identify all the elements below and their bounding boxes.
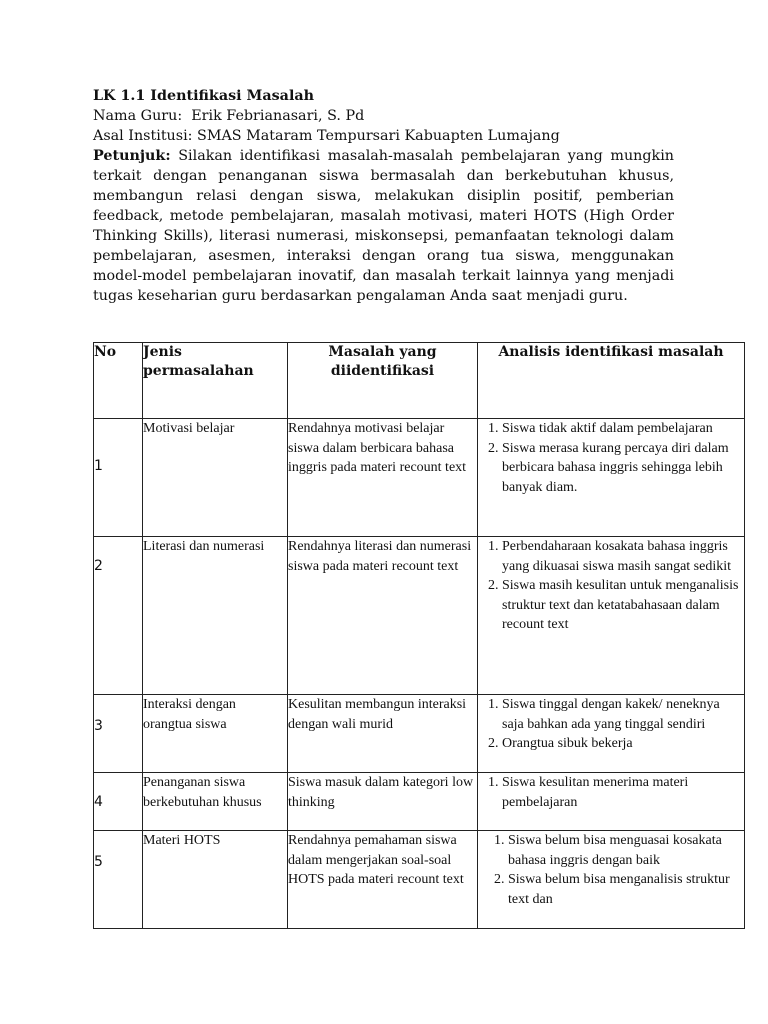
row-jenis: Literasi dan numerasi xyxy=(143,537,288,695)
analysis-list xyxy=(478,537,744,635)
table-row xyxy=(94,831,745,929)
table-row xyxy=(94,537,745,695)
row-masalah: Kesulitan membangun interaksi dengan wali murid xyxy=(288,695,478,773)
row-analisis xyxy=(478,419,745,537)
row-analisis xyxy=(478,537,745,695)
row-number: 4 xyxy=(94,773,143,831)
row-masalah: Rendahnya pemahaman siswa dalam mengerjakan soal-soal HOTS pada materi recount text xyxy=(288,831,478,929)
row-analisis xyxy=(478,831,745,929)
teacher-name: Erik Febrianasari, S. Pd xyxy=(191,108,365,124)
page-title: LK 1.1 Identifikasi Masalah xyxy=(93,88,315,104)
analysis-list xyxy=(478,419,744,497)
instruction-label: Petunjuk: xyxy=(93,148,171,164)
worksheet-header xyxy=(93,86,674,306)
teacher-line xyxy=(93,106,674,126)
row-masalah: Siswa masuk dalam kategori low thinking xyxy=(288,773,478,831)
analysis-list xyxy=(478,695,744,754)
analysis-item: 2. Siswa belum bisa menganalisis struktur text dan xyxy=(508,870,744,909)
institution-line xyxy=(93,126,674,146)
row-masalah: Rendahnya motivasi belajar siswa dalam berbicara bahasa inggris pada materi recount text xyxy=(288,419,478,537)
institution-name: SMAS Mataram Tempursari Kabuapten Lumajang xyxy=(197,128,560,144)
row-jenis: Interaksi dengan orangtua siswa xyxy=(143,695,288,773)
analysis-item: 1. Siswa kesulitan menerima materi pembelajaran xyxy=(502,773,744,812)
column-header-no: No xyxy=(94,343,143,419)
column-header-analisis: Analisis identifikasi masalah xyxy=(478,343,745,419)
analysis-item: 1. Siswa belum bisa menguasai kosakata bahasa inggris dengan baik xyxy=(508,831,744,870)
row-number: 1 xyxy=(94,419,143,537)
row-masalah: Rendahnya literasi dan numerasi siswa pada materi recount text xyxy=(288,537,478,695)
analysis-item: 2. Siswa merasa kurang percaya diri dalam berbicara bahasa inggris sehingga lebih banyak diam. xyxy=(502,439,744,498)
instruction-text: Silakan identifikasi masalah-masalah pembelajaran yang mungkin terkait dengan penanganan siswa bermasalah dan berkebutuhan khusus, membangun relasi dengan siswa, melakukan disiplin positif, pemberian feedback, metode pembelajaran, masalah motivasi, materi HOTS (High Order Thinking Skills), literasi numerasi, miskonsepsi, pemanfaatan teknologi dalam pembelajaran, asesmen, interaksi dengan orang tua siswa, menggunakan model-model pembelajaran inovatif, dan masalah terkait lainnya yang menjadi tugas keseharian guru berdasarkan pengalaman Anda saat menjadi guru. xyxy=(93,148,674,304)
row-analisis xyxy=(478,695,745,773)
analysis-item: 2. Orangtua sibuk bekerja xyxy=(502,734,744,754)
table-header-row xyxy=(94,343,745,419)
row-analisis xyxy=(478,773,745,831)
row-jenis: Motivasi belajar xyxy=(143,419,288,537)
teacher-label: Nama Guru: xyxy=(93,108,183,124)
problem-identification-table xyxy=(93,342,745,929)
table-row xyxy=(94,695,745,773)
analysis-item: 1. Perbendaharaan kosakata bahasa inggris yang dikuasai siswa masih sangat sedikit xyxy=(502,537,744,576)
table-row xyxy=(94,419,745,537)
row-jenis: Materi HOTS xyxy=(143,831,288,929)
row-number: 3 xyxy=(94,695,143,773)
institution-label: Asal Institusi: xyxy=(93,128,193,144)
instruction-paragraph xyxy=(93,146,674,306)
analysis-item: 2. Siswa masih kesulitan untuk menganalisis struktur text dan ketatabahasaan dalam recount text xyxy=(502,576,744,635)
analysis-list xyxy=(478,831,744,909)
column-header-masalah: Masalah yang diidentifikasi xyxy=(288,343,478,419)
analysis-item: 1. Siswa tinggal dengan kakek/ neneknya saja bahkan ada yang tinggal sendiri xyxy=(502,695,744,734)
table-row xyxy=(94,773,745,831)
analysis-item: 1. Siswa tidak aktif dalam pembelajaran xyxy=(502,419,744,439)
row-number: 5 xyxy=(94,831,143,929)
row-number: 2 xyxy=(94,537,143,695)
row-jenis: Penanganan siswa berkebutuhan khusus xyxy=(143,773,288,831)
column-header-jenis: Jenis permasalahan xyxy=(143,343,288,419)
analysis-list xyxy=(478,773,744,812)
